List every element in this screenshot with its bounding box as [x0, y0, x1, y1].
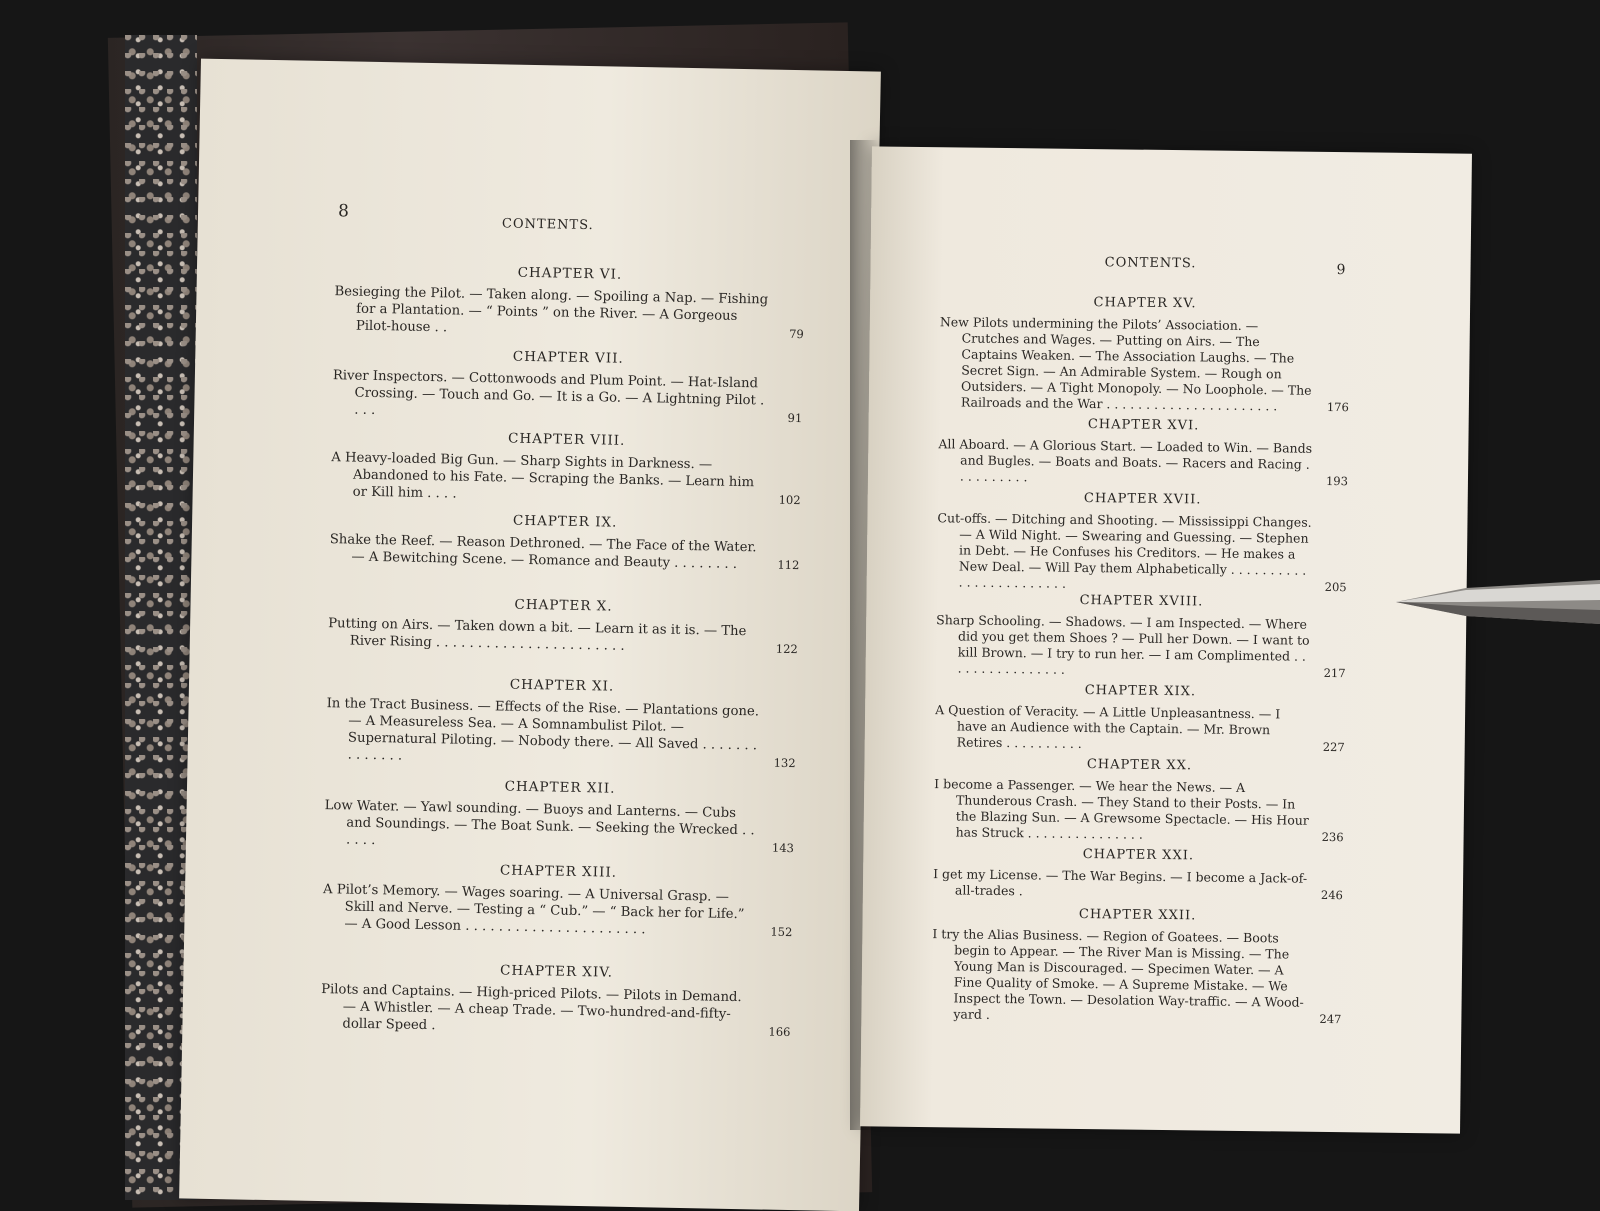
summary-text: Cut-offs. — Ditching and Shooting. — Mississippi Changes. — A Wild Night. — Swearing and Guessing. — Stephen in Debt. — He Confuses his Creditors. — He makes a New Deal. — Will Pay them Alphabetically . . . . . . . . . . . . . . . . . . . . . . . .: [937, 510, 1312, 591]
summary-text: Pilots and Captains. — High-priced Pilots. — Pilots in Demand. — A Whistler. — A cheap Trade. — Two-hundred-and-fifty-dollar Speed .: [321, 982, 742, 1034]
chapter-summary: [331, 449, 802, 509]
toc-entry: [937, 489, 1348, 595]
toc-entry: [334, 261, 805, 343]
chapter-heading: CHAPTER XIV.: [499, 962, 614, 981]
summary-text: I get my License. — The War Begins. — I become a Jack-of-all-trades .: [933, 866, 1308, 899]
page-ref: 91: [787, 410, 803, 426]
chapter-summary: [328, 615, 799, 658]
chapter-summary: [936, 612, 1347, 681]
toc-entry: [936, 591, 1347, 681]
summary-text: Low Water. — Yawl sounding. — Buoys and Lanterns. — Cubs and Soundings. — The Boat Sunk. — Seeking the Wrecked . . . . . .: [324, 798, 755, 849]
page-ref: 112: [777, 557, 800, 573]
summary-text: Shake the Reef. — Reason Dethroned. — The Face of the Water. — A Bewitching Scene. — Romance and Beauty . . . . . . . .: [329, 532, 757, 572]
chapter-summary: [320, 981, 791, 1041]
page-ref: 166: [768, 1024, 791, 1040]
chapter-heading: CHAPTER VIII.: [507, 430, 626, 449]
toc-entry: [332, 345, 803, 427]
chapter-summary: [931, 926, 1342, 1027]
chapter-heading: CHAPTER XII.: [504, 778, 616, 797]
toc-entry: [328, 593, 799, 658]
page-ref: 193: [1325, 473, 1349, 489]
chapter-heading: CHAPTER VII.: [512, 348, 624, 367]
summary-text: Sharp Schooling. — Shadows. — I am Inspected. — Where did you get them Shoes ? — Pull her Down. — I want to kill Brown. — I try to run her. — I am Complimented . . . . . . . . . . . . . . . .: [936, 612, 1310, 677]
chapter-heading: CHAPTER VI.: [517, 264, 623, 283]
toc-entry: [324, 775, 795, 857]
summary-text: A Pilot’s Memory. — Wages soaring. — A Universal Grasp. — Skill and Nerve. — Testing a “ Cub.” — “ Back her for Life.” — A Good Lesson . . . . . . . . . . . . . . . . . . . . . .: [322, 882, 745, 938]
summary-text: I become a Passenger. — We hear the News. — A Thunderous Crash. — They Stand to their Posts. — In the Blazing Sun. — A Grewsome Spectacle. — His Hour has Struck . . . . . . . . . . . . . . .: [934, 776, 1309, 842]
page-ref: 132: [773, 755, 796, 771]
page-ref: 102: [778, 492, 801, 508]
running-head: CONTENTS.: [501, 216, 594, 234]
right-page: [860, 146, 1472, 1133]
chapter-summary: [933, 866, 1343, 903]
summary-text: All Aboard. — A Glorious Start. — Loaded to Win. — Bands and Bugles. — Boats and Boats. — Racers and Racing . . . . . . . . . .: [938, 436, 1313, 485]
chapter-heading: CHAPTER IX.: [512, 512, 618, 531]
chapter-heading: CHAPTER XX.: [1086, 757, 1193, 774]
page-ref: 143: [771, 840, 795, 856]
chapter-summary: [326, 695, 797, 772]
toc-entry: [933, 845, 1344, 903]
chapter-summary: [938, 436, 1349, 489]
toc-entry: [935, 681, 1346, 755]
page-ref: 176: [1326, 399, 1349, 415]
pointer-knife: [1396, 576, 1600, 630]
chapter-heading: CHAPTER XV.: [1093, 295, 1197, 312]
page-number: 8: [337, 201, 350, 222]
chapter-summary: [939, 314, 1350, 415]
summary-text: A Heavy-loaded Big Gun. — Sharp Sights in Darkness. — Abandoned to his Fate. — Scraping the Banks. — Learn him or Kill him . . . .: [331, 450, 755, 502]
chapter-summary: [324, 797, 795, 857]
page-ref: 205: [1324, 579, 1347, 595]
summary-text: Besieging the Pilot. — Taken along. — Spoiling a Nap. — Fishing for a Plantation. — “ Points ” on the River. — A Gorgeous Pilot-house . .: [334, 284, 769, 336]
summary-text: New Pilots undermining the Pilots’ Association. — Crutches and Wages. — Putting on Airs. — The Captains Weaken. — The Association Laughs. — The Secret Sign. — An Admirable System. — Rough on Outsiders. — A Tight Monopoly. — No Loophole. — The Railroads and the War . . . . . . . . . . . . . . . . . . . . . .: [939, 314, 1312, 414]
chapter-summary: [934, 776, 1345, 845]
toc-entry: [320, 959, 791, 1041]
chapter-heading: CHAPTER XVIII.: [1079, 592, 1204, 610]
summary-text: River Inspectors. — Cottonwoods and Plum Point. — Hat-Island Crossing. — Touch and Go. — It is a Go. — A Lightning Pilot . . . .: [332, 368, 765, 418]
chapter-summary: [937, 510, 1348, 595]
chapter-heading: CHAPTER XXII.: [1078, 906, 1197, 924]
summary-text: In the Tract Business. — Effects of the Rise. — Plantations gone. — A Measureless Sea. — A Somnambulist Pilot. — Supernatural Piloting. — Nobody there. — All Saved . . . . . . . . . . . . . .: [326, 696, 760, 764]
page-ref: 236: [1321, 829, 1344, 845]
page-ref: 227: [1322, 739, 1345, 755]
chapter-summary: [322, 881, 793, 941]
page-ref: 122: [775, 641, 798, 657]
page-number: 9: [1336, 262, 1346, 279]
toc-entry: [322, 859, 793, 941]
toc-entry: [938, 415, 1349, 489]
page-ref: 152: [770, 924, 793, 940]
chapter-summary: [329, 531, 800, 574]
chapter-summary: [332, 367, 803, 427]
page-ref: 79: [789, 326, 804, 342]
chapter-heading: CHAPTER XVII.: [1083, 490, 1202, 508]
summary-text: Putting on Airs. — Taken down a bit. — Learn it as it is. — The River Rising . . . . . . . . . . . . . . . . . . . . . . .: [328, 616, 747, 654]
running-head: CONTENTS.: [1104, 255, 1197, 272]
summary-text: A Question of Veracity. — A Little Unpleasantness. — I have an Audience with the Captain. — Mr. Brown Retires . . . . . . . . . .: [935, 702, 1281, 751]
page-ref: 217: [1323, 665, 1346, 681]
chapter-summary: [334, 283, 805, 343]
page-ref: 246: [1320, 887, 1343, 903]
chapter-summary: [935, 702, 1346, 755]
page-ref: 247: [1319, 1011, 1342, 1027]
chapter-heading: CHAPTER X.: [514, 596, 613, 615]
chapter-heading: CHAPTER XVI.: [1087, 417, 1200, 434]
summary-text: I try the Alias Business. — Region of Goatees. — Boots begin to Appear. — The River Man is Missing. — The Young Man is Discouraged. — Specimen Water. — A Fine Quality of Smoke. — A Supreme Mistake. — We Inspect the Town. — Desolation Way-traffic. — A Wood-yard .: [932, 926, 1304, 1022]
toc-entry: [931, 905, 1342, 1027]
chapter-heading: CHAPTER XI.: [509, 676, 615, 695]
toc-entry: [329, 509, 800, 574]
toc-entry: [939, 293, 1350, 415]
toc-entry: [934, 755, 1345, 845]
toc-entry: [326, 673, 798, 772]
chapter-heading: CHAPTER XIII.: [499, 862, 618, 881]
chapter-heading: CHAPTER XIX.: [1084, 683, 1197, 700]
left-page: [179, 59, 881, 1211]
toc-entry: [331, 427, 802, 509]
chapter-heading: CHAPTER XXI.: [1082, 846, 1195, 864]
